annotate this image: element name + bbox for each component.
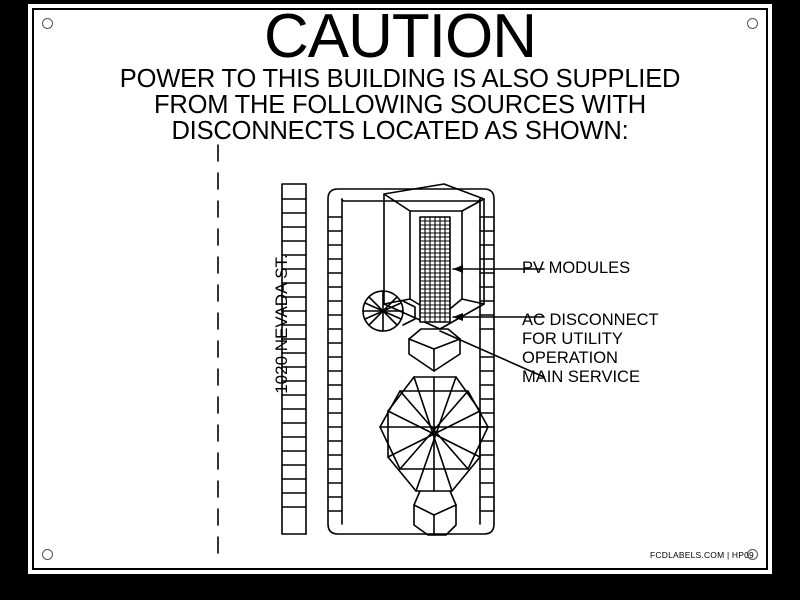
lower-octagon-assembly	[380, 377, 488, 491]
caution-body-line-2: FROM THE FOLLOWING SOURCES WITH	[153, 91, 646, 119]
caution-heading: CAUTION	[264, 2, 536, 71]
callout-label-pv-modules: PV MODULES	[522, 259, 631, 277]
callout-label-ac-disconnect	[522, 311, 659, 387]
tree-symbol	[363, 291, 415, 331]
pv-array-hatch	[420, 217, 450, 322]
street-label: 1020 NEVADA ST.	[272, 254, 291, 394]
callout-ac-line-2: FOR UTILITY	[522, 330, 623, 348]
mid-equipment-fold	[409, 339, 460, 349]
arrow-ac-disconnect	[453, 313, 463, 321]
caution-placard	[28, 4, 772, 574]
site-plan-drawing	[32, 139, 768, 559]
building-left-stalls	[328, 217, 342, 511]
lower-stem-fold	[414, 505, 456, 515]
callout-ac-line-1: AC DISCONNECT	[522, 311, 659, 329]
building-outline	[328, 189, 494, 534]
manufacturer-footer: FCDLABELS.COM | HP09	[650, 550, 754, 560]
building-inner-top	[342, 199, 480, 201]
callout-ac-line-3: OPERATION	[522, 349, 618, 367]
upper-roof-facet-top	[384, 194, 484, 211]
building-right-stalls	[480, 217, 494, 511]
callout-ac-line-4: MAIN SERVICE	[522, 368, 640, 386]
caution-body-line-3: DISCONNECTS LOCATED AS SHOWN:	[171, 117, 629, 145]
arrow-pv-modules	[453, 265, 463, 273]
lower-stem-block	[414, 491, 456, 535]
caution-body-text	[28, 66, 772, 144]
caution-body-line-1: POWER TO THIS BUILDING IS ALSO SUPPLIED	[119, 65, 681, 93]
